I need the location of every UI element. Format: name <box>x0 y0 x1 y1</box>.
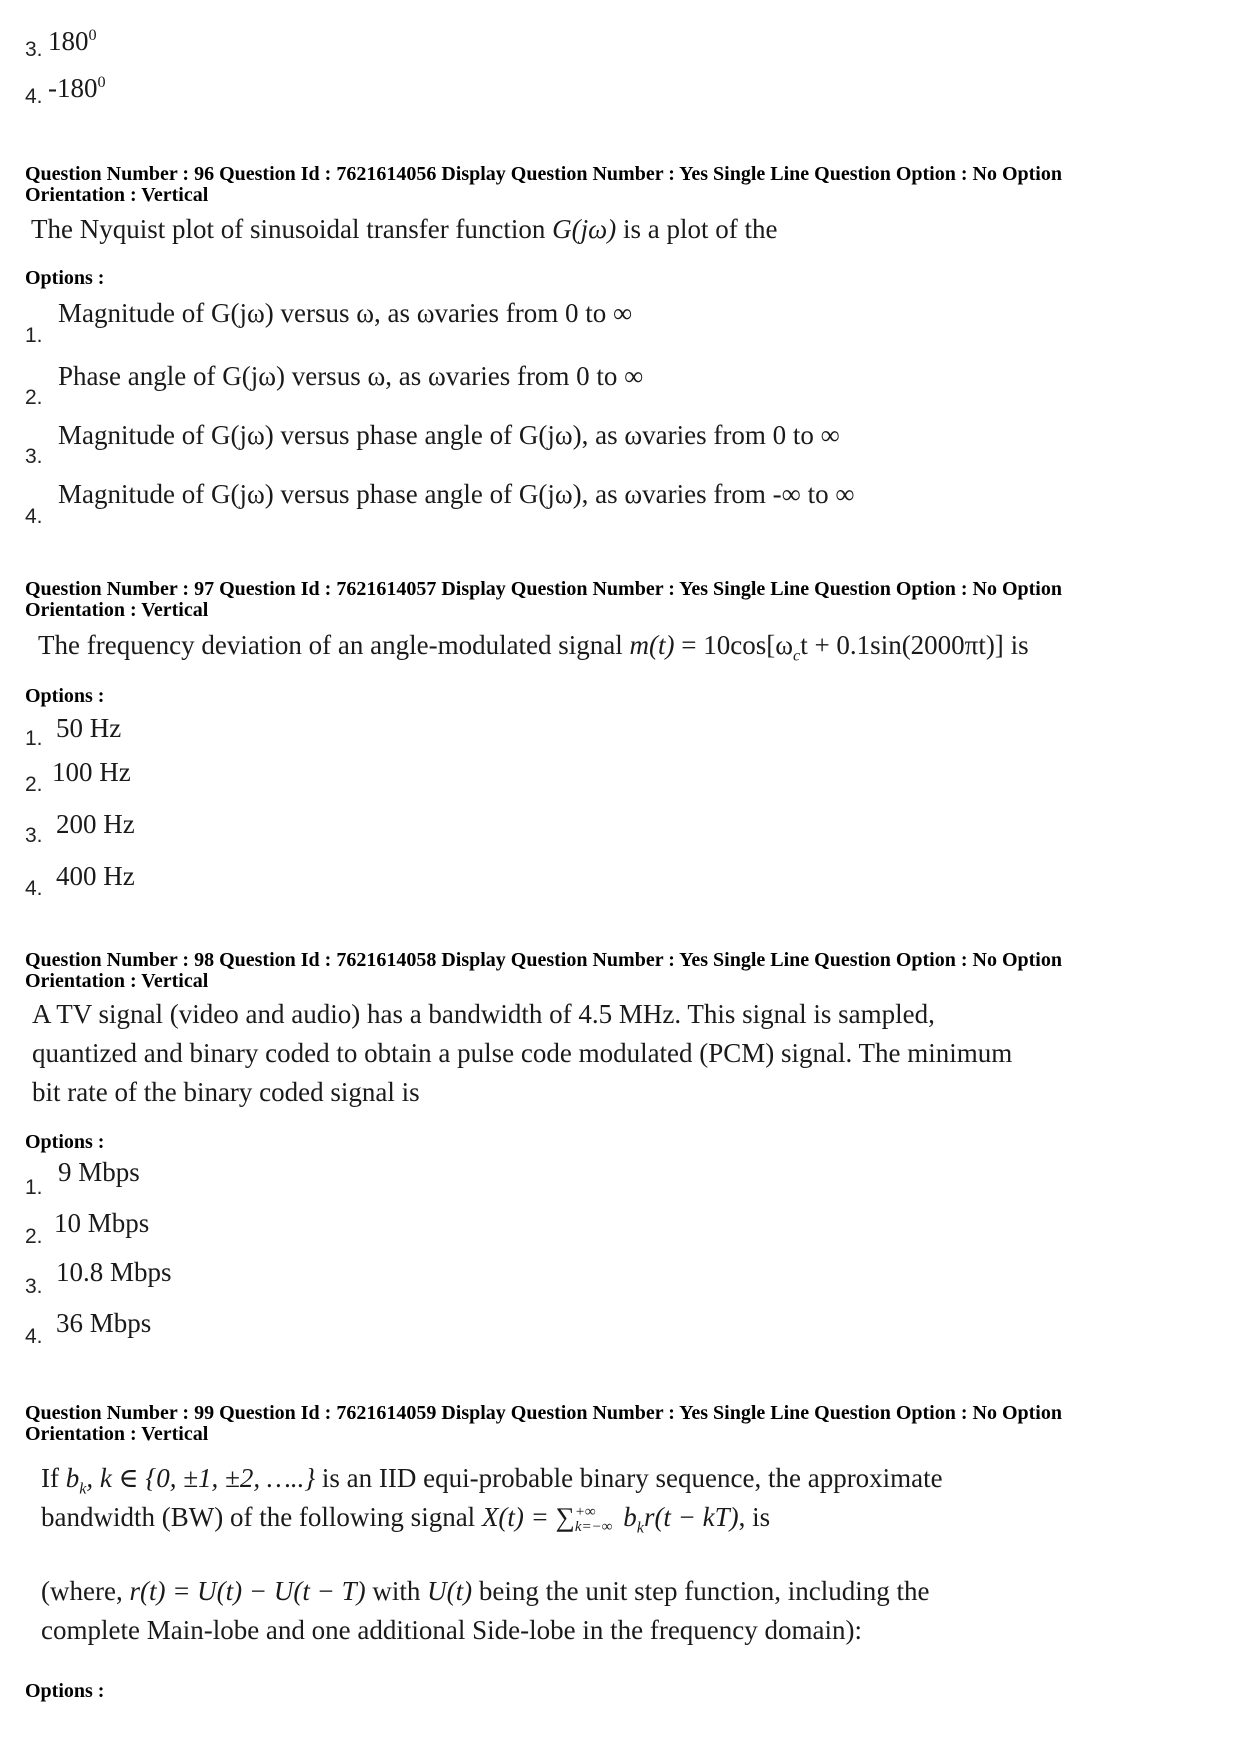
question-text-post: is <box>1003 630 1029 660</box>
question-meta-line1: Question Number : 98 Question Id : 7621614058 Display Question Number : Yes Single Line Question Option : No Option <box>25 949 1062 971</box>
math-r-def: r(t) = U(t) − U(t − T) <box>129 1576 366 1606</box>
math-b: b <box>616 1502 637 1532</box>
option-text[interactable]: 10.8 Mbps <box>56 1257 172 1287</box>
option-text[interactable]: 10 Mbps <box>54 1208 150 1238</box>
option-text[interactable] <box>48 73 106 104</box>
option-number: 4. <box>25 505 43 528</box>
math-b: b <box>65 1463 80 1493</box>
question-meta <box>25 950 1195 992</box>
option-number: 3. <box>25 38 43 61</box>
question-text <box>32 995 1012 1112</box>
option-number: 4. <box>25 1325 43 1348</box>
option-number: 3. <box>25 445 43 468</box>
option-number: 3. <box>25 824 43 847</box>
math-sub: k <box>79 1479 87 1498</box>
question-text <box>41 1459 943 1537</box>
options-label: Options : <box>25 685 105 707</box>
option-text[interactable]: 50 Hz <box>56 713 122 743</box>
option-text[interactable]: Magnitude of G(jω) versus phase angle of G(jω), as ωvaries from -∞ to ∞ <box>58 479 855 509</box>
option-text[interactable]: Phase angle of G(jω) versus ω, as ωvaries from 0 to ∞ <box>58 361 644 391</box>
question-text-line: complete Main-lobe and one additional Side-lobe in the frequency domain): <box>41 1615 862 1645</box>
option-text[interactable]: Magnitude of G(jω) versus phase angle of G(jω), as ωvaries from 0 to ∞ <box>58 420 840 450</box>
option-text[interactable]: 400 Hz <box>56 861 135 891</box>
text-part: is an IID equi-probable binary sequence, the approximate <box>315 1463 943 1493</box>
equation-part: = 10cos[ω <box>674 630 794 660</box>
question-meta <box>25 164 1195 206</box>
text-part: being the unit step function, including the <box>472 1576 930 1606</box>
option-text[interactable]: 36 Mbps <box>56 1308 152 1338</box>
option-number: 3. <box>25 1275 43 1298</box>
equation-sub: c <box>793 646 801 665</box>
option-number: 1. <box>25 1176 43 1199</box>
question-text-post: is a plot of the <box>616 214 778 244</box>
text-part: , is <box>738 1502 771 1532</box>
option-base: 180 <box>48 26 89 56</box>
question-text-line: bit rate of the binary coded signal is <box>32 1077 420 1107</box>
math-sub: k <box>636 1518 644 1537</box>
math-r: r(t − kT) <box>643 1502 739 1532</box>
option-text[interactable]: 9 Mbps <box>58 1157 140 1187</box>
question-text-line: A TV signal (video and audio) has a bandwidth of 4.5 MHz. This signal is sampled, <box>32 999 935 1029</box>
text-part: If <box>41 1463 66 1493</box>
sum-lower: k=−∞ <box>574 1518 613 1535</box>
option-number: 4. <box>25 877 43 900</box>
question-text-line <box>41 1498 943 1537</box>
question-meta <box>25 1403 1195 1445</box>
question-text-fn: G(jω) <box>552 214 617 244</box>
question-text-line: quantized and binary coded to obtain a pulse code modulated (PCM) signal. The minimum <box>32 1038 1013 1068</box>
question-meta-line2: Orientation : Vertical <box>25 184 209 206</box>
question-text-pre: The frequency deviation of an angle-modulated signal <box>38 630 630 660</box>
text-part: with <box>365 1576 428 1606</box>
options-label: Options : <box>25 267 105 289</box>
option-number: 2. <box>25 1225 43 1248</box>
option-text[interactable]: 100 Hz <box>52 757 131 787</box>
math-sum: X(t) = ∑ <box>481 1502 575 1532</box>
text-part: (where, <box>41 1576 130 1606</box>
option-number: 1. <box>25 727 43 750</box>
option-number: 4. <box>25 85 43 108</box>
question-meta-line1: Question Number : 96 Question Id : 7621614056 Display Question Number : Yes Single Line Question Option : No Option <box>25 163 1062 185</box>
option-text[interactable]: Magnitude of G(jω) versus ω, as ωvaries from 0 to ∞ <box>58 298 633 328</box>
option-number: 2. <box>25 386 43 409</box>
option-sup: 0 <box>97 73 106 91</box>
option-sup: 0 <box>88 26 97 44</box>
option-number: 2. <box>25 773 43 796</box>
math-u: U(t) <box>427 1576 473 1606</box>
question-meta-line2: Orientation : Vertical <box>25 1423 209 1445</box>
equation-part: t + 0.1sin(2000πt)] <box>800 630 1004 660</box>
equation-m-of-t: m(t) <box>629 630 675 660</box>
text-part: bandwidth (BW) of the following signal <box>41 1502 482 1532</box>
option-number: 1. <box>25 324 43 347</box>
math-set: , k ∈ {0, ±1, ±2, …..} <box>86 1463 316 1493</box>
option-base: -180 <box>48 73 98 103</box>
question-text <box>31 210 777 249</box>
question-meta-line1: Question Number : 99 Question Id : 7621614059 Display Question Number : Yes Single Line Question Option : No Option <box>25 1402 1062 1424</box>
options-label: Options : <box>25 1131 105 1153</box>
option-text[interactable]: 200 Hz <box>56 809 135 839</box>
sum-limits <box>575 1505 613 1535</box>
question-meta <box>25 579 1195 621</box>
question-meta-line2: Orientation : Vertical <box>25 970 209 992</box>
sum-upper: +∞ <box>574 1503 596 1520</box>
question-text <box>38 626 1029 665</box>
options-label: Options : <box>25 1680 105 1702</box>
question-meta-line2: Orientation : Vertical <box>25 599 209 621</box>
question-text-pre: The Nyquist plot of sinusoidal transfer function <box>31 214 553 244</box>
question-meta-line1: Question Number : 97 Question Id : 7621614057 Display Question Number : Yes Single Line Question Option : No Option <box>25 578 1062 600</box>
question-text-line <box>41 1572 930 1611</box>
question-text-line <box>41 1459 943 1498</box>
option-text[interactable] <box>48 26 97 57</box>
question-text-note <box>41 1572 930 1650</box>
